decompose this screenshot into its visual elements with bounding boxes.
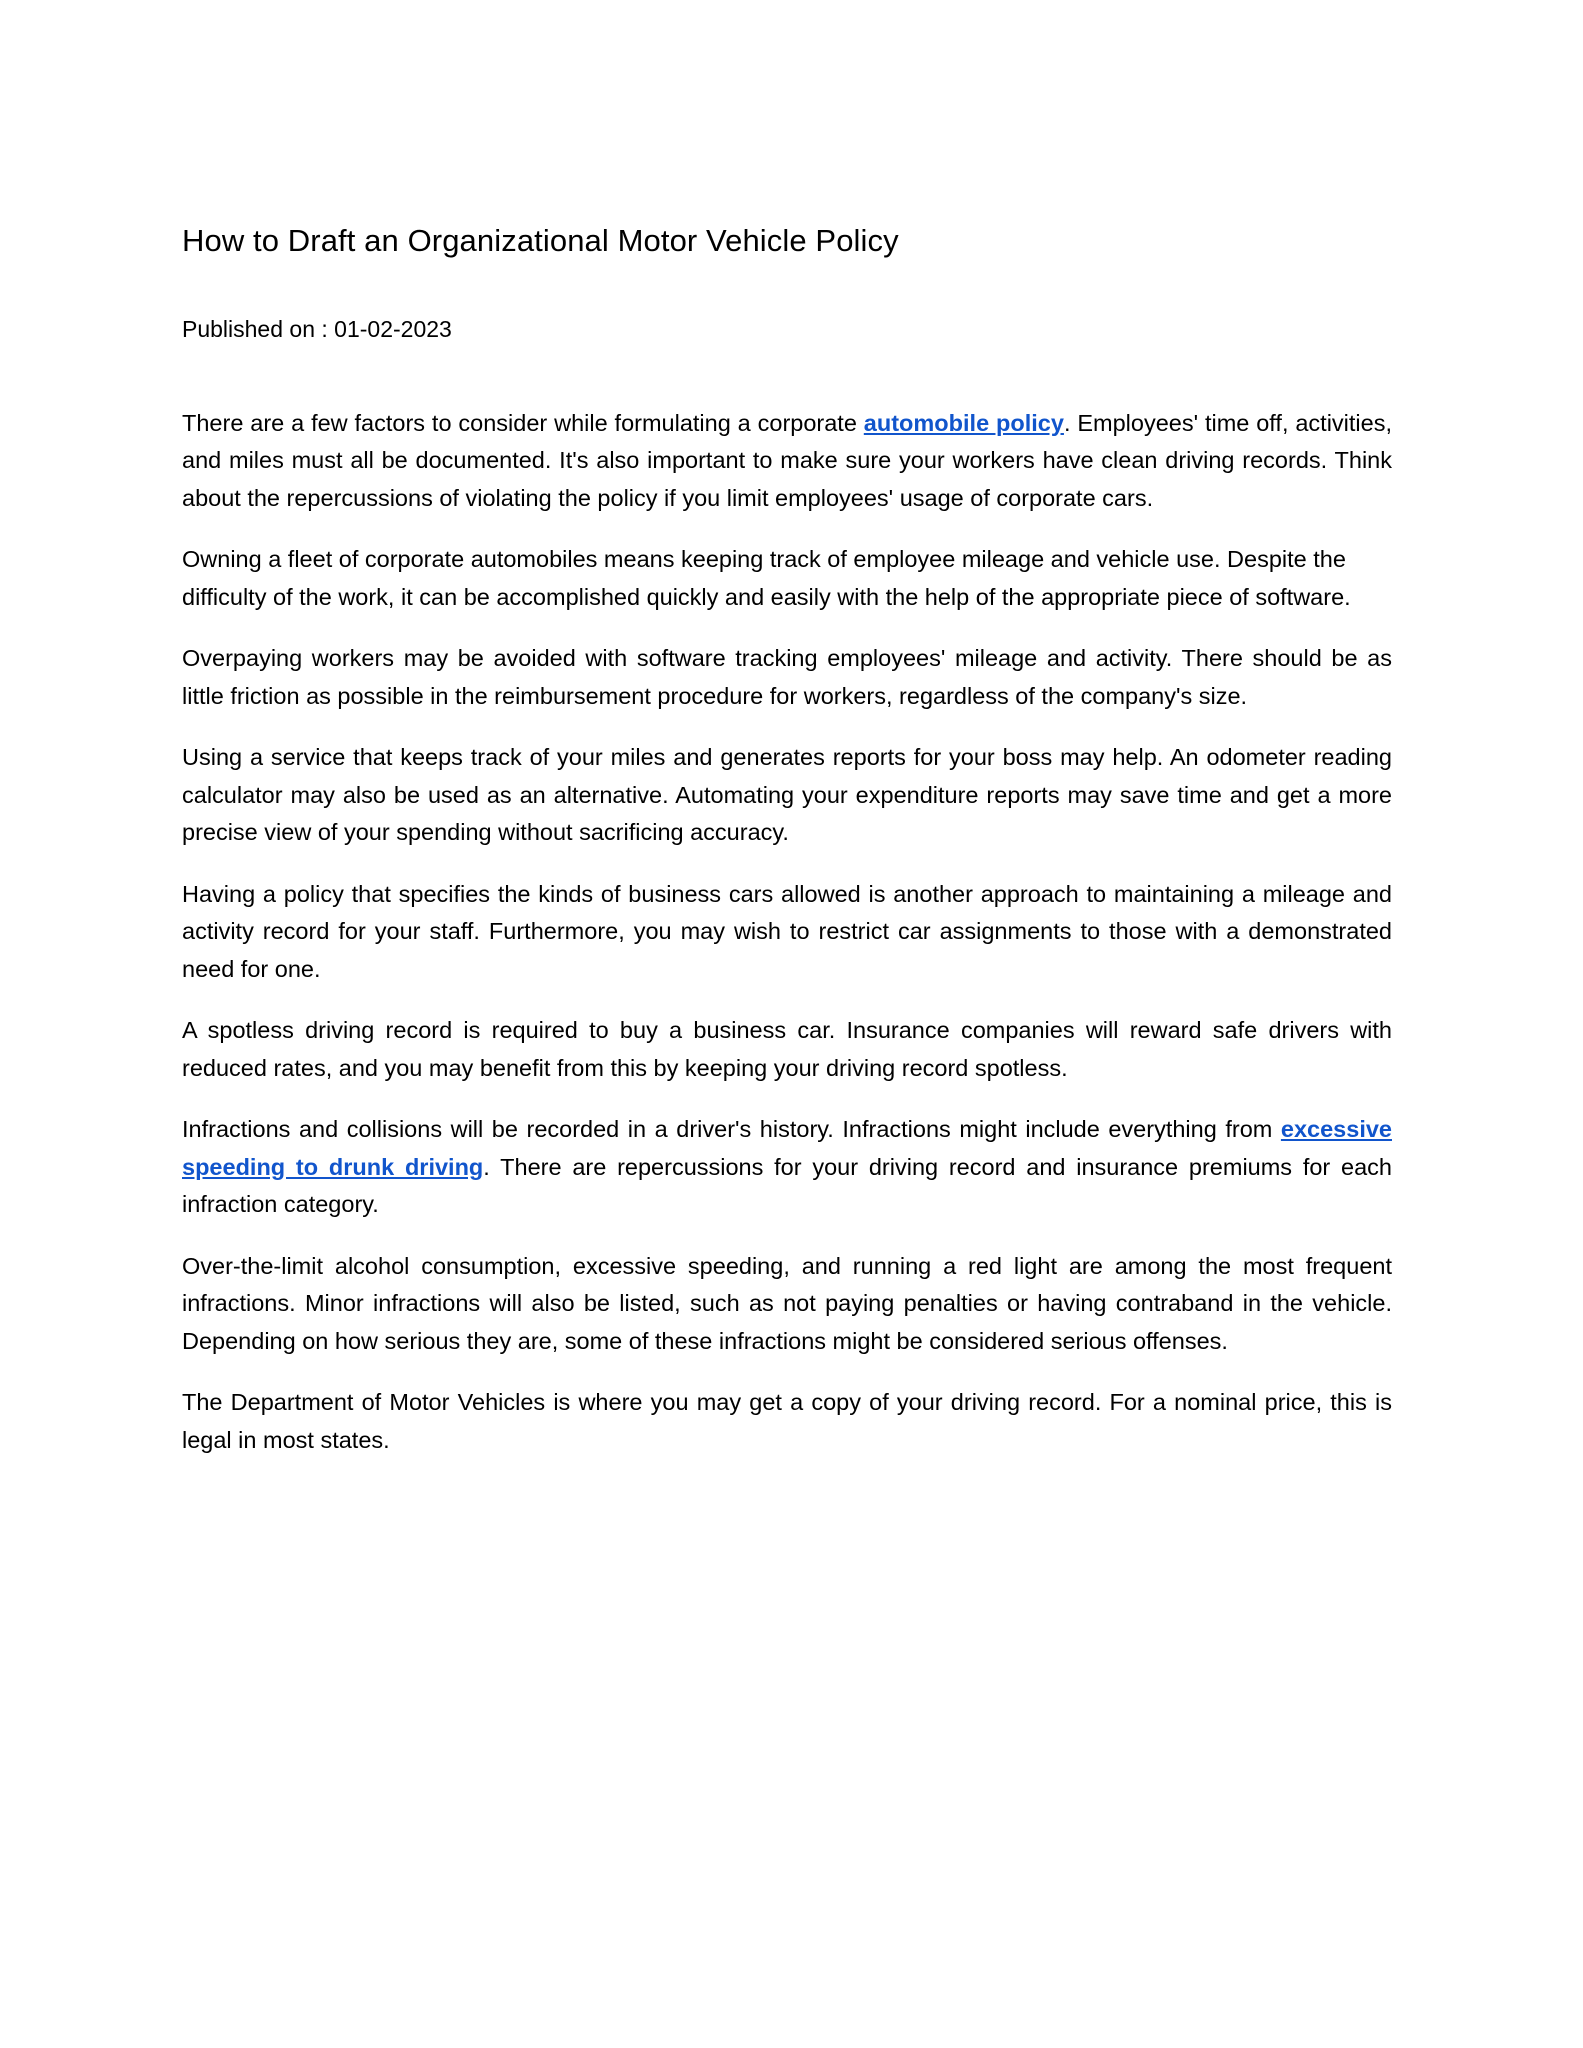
- published-date: Published on : 01-02-2023: [182, 315, 452, 342]
- paragraph-1-tail: . Employees' time off, activities, and miles must all be documented. It's also important to make sure your workers have clean driving records. Think about the repercussions of violating the policy if you limit employees' usage of corporate cars.: [182, 409, 1392, 511]
- paragraph-2: Owning a fleet of corporate automobiles means keeping track of employee mileage and vehicle use. Despite the difficulty of the work, it can be accomplished quickly and easily with the help of the appropriate piece of software.: [182, 546, 1351, 610]
- paragraph-6: A spotless driving record is required to buy a business car. Insurance companies will reward safe drivers with reduced rates, and you may benefit from this by keeping your driving record spotless.: [182, 1017, 1392, 1081]
- document-content: [182, 0, 1392, 1459]
- paragraph-1: [182, 405, 1392, 518]
- paragraph-7: [182, 1111, 1392, 1224]
- paragraph-4: Using a service that keeps track of your miles and generates reports for your boss may help. An odometer reading calculator may also be used as an alternative. Automating your expenditure reports may save time and get a more precise view of your spending without sacrificing accuracy.: [182, 744, 1392, 846]
- paragraph-5: Having a policy that specifies the kinds of business cars allowed is another approach to maintaining a mileage and activity record for your staff. Furthermore, you may wish to restrict car assignments to those with a demonstrated need for one.: [182, 880, 1392, 982]
- automobile-policy-link[interactable]: automobile policy: [863, 409, 1064, 436]
- paragraph-7-tail: . There are repercussions for your driving record and insurance premiums for each infraction category.: [182, 1153, 1392, 1218]
- paragraph-1-lead: There are a few factors to consider while formulating a corporate: [182, 409, 864, 436]
- paragraph-8: Over-the-limit alcohol consumption, excessive speeding, and running a red light are among the most frequent infractions. Minor infractions will also be listed, such as not paying penalties or having contraband in the vehicle. Depending on how serious they are, some of these infractions might be considered serious offenses.: [182, 1252, 1392, 1354]
- paragraph-9: The Department of Motor Vehicles is where you may get a copy of your driving record. For a nominal price, this is legal in most states.: [182, 1389, 1392, 1453]
- page-title: How to Draft an Organizational Motor Vehicle Policy: [182, 223, 899, 258]
- excessive-speeding-link[interactable]: excessive speeding to drunk driving: [182, 1116, 1392, 1180]
- paragraph-7-lead: Infractions and collisions will be recorded in a driver's history. Infractions might include everything from: [182, 1116, 1281, 1143]
- paragraph-3: Overpaying workers may be avoided with software tracking employees' mileage and activity. There should be as little friction as possible in the reimbursement procedure for workers, regardless of the company's size.: [182, 645, 1392, 709]
- article-body: [182, 345, 1392, 1460]
